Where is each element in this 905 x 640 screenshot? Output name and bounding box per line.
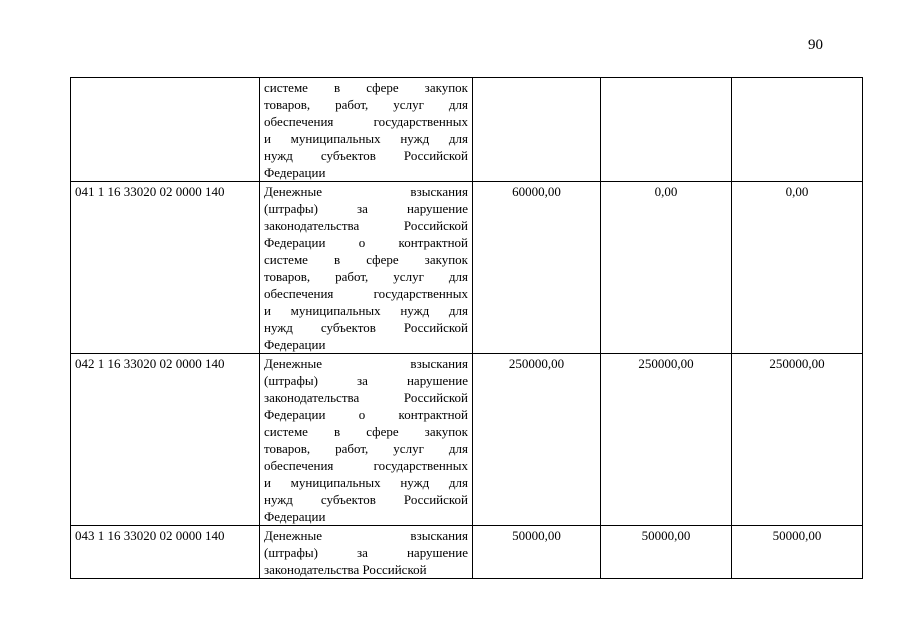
- table-row: [71, 526, 863, 579]
- amount-cell-1: 60000,00: [473, 182, 601, 354]
- description-cell: [260, 526, 473, 579]
- description-line: (штрафы) за нарушение: [264, 545, 468, 560]
- description-line: законодательства Российской: [264, 390, 468, 405]
- description-cell: [260, 354, 473, 526]
- description-line: и муниципальных нужд для: [264, 475, 468, 490]
- description-line: (штрафы) за нарушение: [264, 373, 468, 388]
- description-line: Денежные взыскания: [264, 356, 468, 371]
- description-line: нужд субъектов Российской: [264, 492, 468, 507]
- amount-cell-2: 0,00: [601, 182, 732, 354]
- description-line: (штрафы) за нарушение: [264, 201, 468, 216]
- description-line: Федерации: [264, 509, 326, 524]
- description-line: и муниципальных нужд для: [264, 303, 468, 318]
- description-line: обеспечения государственных: [264, 114, 468, 129]
- description-line: обеспечения государственных: [264, 458, 468, 473]
- amount-cell-3: [732, 78, 863, 182]
- budget-code-cell: 043 1 16 33020 02 0000 140: [71, 526, 260, 579]
- table-body: [71, 78, 863, 579]
- description-cell: [260, 182, 473, 354]
- table-row: [71, 354, 863, 526]
- description-line: товаров, работ, услуг для: [264, 441, 468, 456]
- description-line: системе в сфере закупок: [264, 252, 468, 267]
- amount-cell-2: [601, 78, 732, 182]
- description-line: товаров, работ, услуг для: [264, 269, 468, 284]
- description-line: законодательства Российской: [264, 562, 427, 577]
- table-row: [71, 78, 863, 182]
- amount-cell-3: 250000,00: [732, 354, 863, 526]
- amount-cell-1: [473, 78, 601, 182]
- table-row: [71, 182, 863, 354]
- description-line: Денежные взыскания: [264, 184, 468, 199]
- description-line: нужд субъектов Российской: [264, 148, 468, 163]
- description-line: обеспечения государственных: [264, 286, 468, 301]
- amount-cell-3: 50000,00: [732, 526, 863, 579]
- description-line: Денежные взыскания: [264, 528, 468, 543]
- description-line: Федерации: [264, 337, 326, 352]
- amount-cell-2: 250000,00: [601, 354, 732, 526]
- description-line: и муниципальных нужд для: [264, 131, 468, 146]
- budget-code-cell: 041 1 16 33020 02 0000 140: [71, 182, 260, 354]
- description-line: системе в сфере закупок: [264, 80, 468, 95]
- amount-cell-2: 50000,00: [601, 526, 732, 579]
- amount-cell-1: 50000,00: [473, 526, 601, 579]
- description-line: товаров, работ, услуг для: [264, 97, 468, 112]
- description-line: Федерации о контрактной: [264, 407, 468, 422]
- amount-cell-3: 0,00: [732, 182, 863, 354]
- amount-cell-1: 250000,00: [473, 354, 601, 526]
- budget-code-cell: [71, 78, 260, 182]
- description-line: системе в сфере закупок: [264, 424, 468, 439]
- budget-code-cell: 042 1 16 33020 02 0000 140: [71, 354, 260, 526]
- description-line: Федерации о контрактной: [264, 235, 468, 250]
- description-line: законодательства Российской: [264, 218, 468, 233]
- description-line: Федерации: [264, 165, 326, 180]
- budget-table: [70, 77, 863, 579]
- description-line: нужд субъектов Российской: [264, 320, 468, 335]
- description-cell: [260, 78, 473, 182]
- page-number: 90: [808, 37, 823, 53]
